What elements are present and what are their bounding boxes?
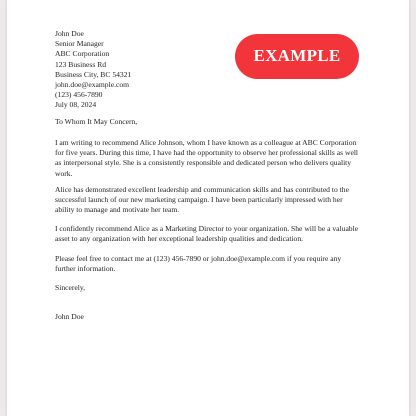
body-paragraph-2: Alice has demonstrated excellent leadership and communication skills and has contributed to the successful launch of our new marketing campaign. I have been particularly impressed with her ability to manage and motivate her team. bbox=[55, 185, 349, 215]
example-badge: EXAMPLE bbox=[235, 34, 359, 79]
sender-title: Senior Manager bbox=[55, 39, 104, 49]
sender-block bbox=[55, 29, 131, 111]
sender-name: John Doe bbox=[55, 29, 84, 38]
body-paragraph-3: I confidently recommend Alice as a Marketing Director to your organization. She will be a valuable asset to any organization with her exceptional leadership qualities and dedication. bbox=[55, 224, 359, 244]
letter-page bbox=[7, 0, 409, 416]
sender-street: 123 Business Rd bbox=[55, 59, 107, 69]
salutation: To Whom It May Concern, bbox=[55, 117, 138, 126]
sender-city: Business City, BC 54321 bbox=[55, 69, 132, 79]
sender-phone: (123) 456-7890 bbox=[55, 90, 103, 100]
signature: John Doe bbox=[55, 312, 84, 321]
body-paragraph-1: I am writing to recommend Alice Johnson, whom I have known as a colleague at ABC Corporation for five years. During this time, I have had the opportunity to observe her professional skills as well as interpersonal style. She is a consistently responsible and dedicated person who delivers quality work. bbox=[55, 138, 359, 178]
sender-email: john.doe@example.com bbox=[55, 80, 130, 90]
letter-date: July 08, 2024 bbox=[55, 100, 97, 110]
sender-company: ABC Corporation bbox=[55, 49, 110, 59]
closing: Sincerely, bbox=[55, 283, 86, 292]
body-paragraph-4: Please feel free to contact me at (123) 456-7890 or john.doe@example.com if you require any further information. bbox=[55, 254, 342, 274]
